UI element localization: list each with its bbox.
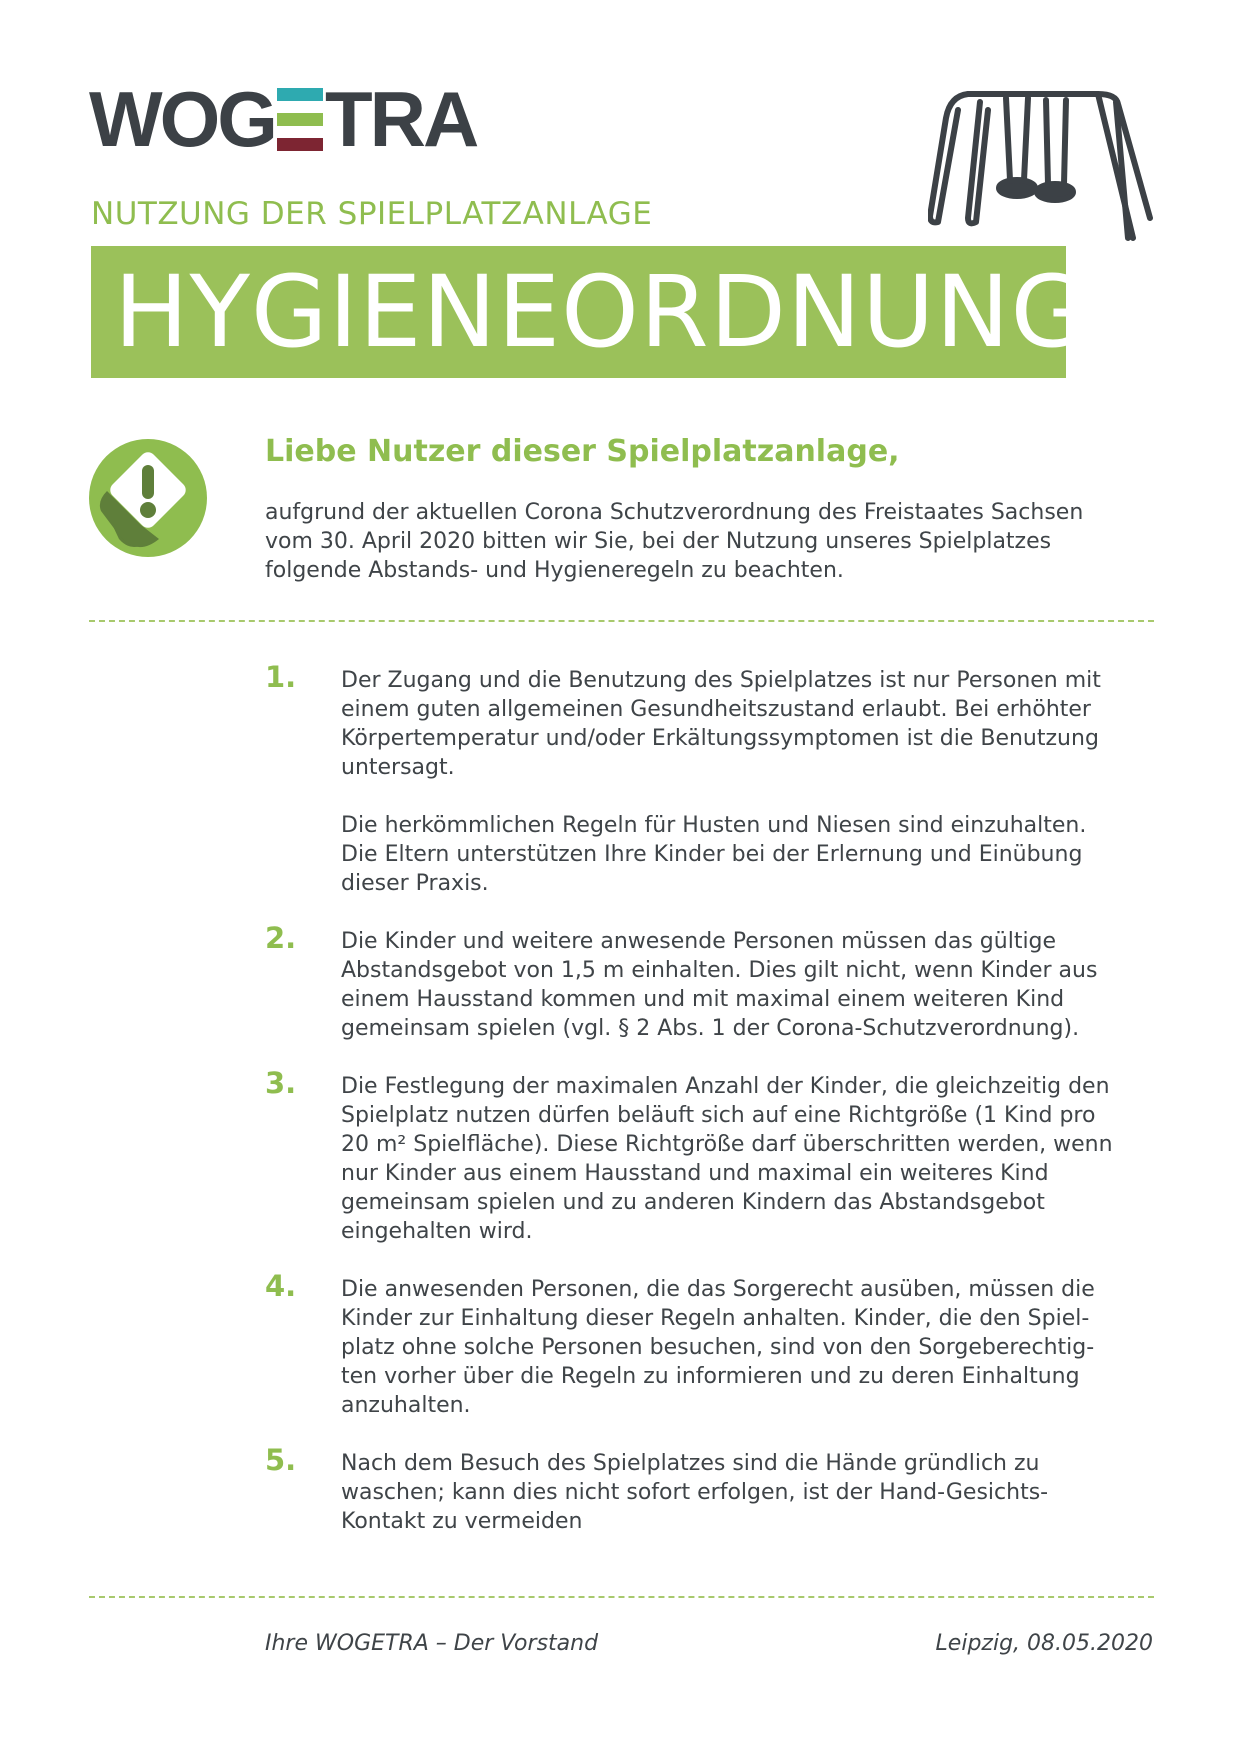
title-banner xyxy=(91,246,1089,378)
intro-text: aufgrund der aktuellen Corona Schutzverordnung des Freistaates Sachsen vom 30. April 2020 bitten wir Sie, bei der Nutzung unseres Spielplatzes folgende Abstands- und Hygieneregeln zu beachten. xyxy=(265,500,1084,583)
rule-item xyxy=(265,1269,1145,1420)
rule-text: Die Kinder und weitere anwesende Personen müssen das gültige Abstandsgebot von 1,5 m einhalten. Dies gilt nicht, wenn Kinder aus einem Hausstand kommen und mit maximal einem weiteren Kind gemeinsam spielen (vgl. § 2 Abs. 1 der Corona-Schutzverordnung). xyxy=(341,929,1098,1041)
logo-text-right: TRA xyxy=(324,75,477,163)
greeting-heading: Liebe Nutzer dieser Spielplatzanlage, xyxy=(265,434,900,469)
footer-signature: Ihre WOGETRA – Der Vorstand xyxy=(265,1631,599,1656)
rule-item xyxy=(265,660,1145,898)
rules-list xyxy=(265,660,1145,1565)
rule-number: 4. xyxy=(265,1269,297,1303)
rule-text: Nach dem Besuch des Spielplatzes sind die Hände gründlich zu waschen; kann dies nicht sofort erfolgen, ist der Hand-Gesichts- Kontakt zu vermeiden xyxy=(341,1451,1049,1534)
divider-bottom xyxy=(89,1596,1154,1598)
rule-text: Die herkömmlichen Regeln für Husten und Niesen sind einzuhalten. Die Eltern unterstützen Ihre Kinder bei der Erlernung und Einübung dieser Praxis. xyxy=(341,813,1087,896)
rule-item xyxy=(265,921,1145,1043)
rule-text: Der Zugang und die Benutzung des Spielplatzes ist nur Personen mit einem guten allgemeinen Gesundheitszustand erlaubt. Bei erhöhter Körpertemperatur und/oder Erkältungssymptomen ist die Benutzung untersagt. xyxy=(341,668,1101,780)
rule-number: 2. xyxy=(265,921,297,955)
divider-top xyxy=(89,620,1154,622)
logo-stripe-green xyxy=(277,113,323,126)
rule-number: 5. xyxy=(265,1443,297,1477)
logo-stripe-teal xyxy=(277,88,323,101)
company-logo xyxy=(89,75,477,163)
rule-item xyxy=(265,1066,1145,1246)
page-title: HYGIENEORDNUNG xyxy=(114,255,1089,370)
logo-stripe-red xyxy=(277,138,323,151)
rule-number: 1. xyxy=(265,660,297,694)
logo-text-left: WOG xyxy=(89,75,275,163)
swing-icon xyxy=(928,88,1158,264)
logo-e-stripes xyxy=(277,88,323,151)
rule-text: Die Festlegung der maximalen Anzahl der Kinder, die gleichzeitig den Spielplatz nutzen dürfen beläuft sich auf eine Richtgröße (1 Kind pro 20 m² Spielfläche). Diese Richtgröße darf überschritten werden, wenn nur Kinder aus einem Hausstand und maximal ein weiteres Kind gemeinsam spielen und zu anderen Kindern das Abstandsgebot eingehalten wird. xyxy=(341,1074,1113,1244)
page-subtitle: NUTZUNG DER SPIELPLATZANLAGE xyxy=(91,196,653,232)
warning-icon xyxy=(89,439,207,561)
rule-item xyxy=(265,1443,1145,1536)
footer-place-date: Leipzig, 08.05.2020 xyxy=(935,1631,1153,1656)
rule-text: Die anwesenden Personen, die das Sorgerecht ausüben, müssen die Kinder zur Einhaltung dieser Regeln anhalten. Kinder, die den Spiel- platz ohne solche Personen besuchen, sind von den Sorgeberechtig- ten vorher über die Regeln zu informieren und zu deren Einhaltung anzuhalten. xyxy=(341,1277,1095,1418)
rule-number: 3. xyxy=(265,1066,297,1100)
